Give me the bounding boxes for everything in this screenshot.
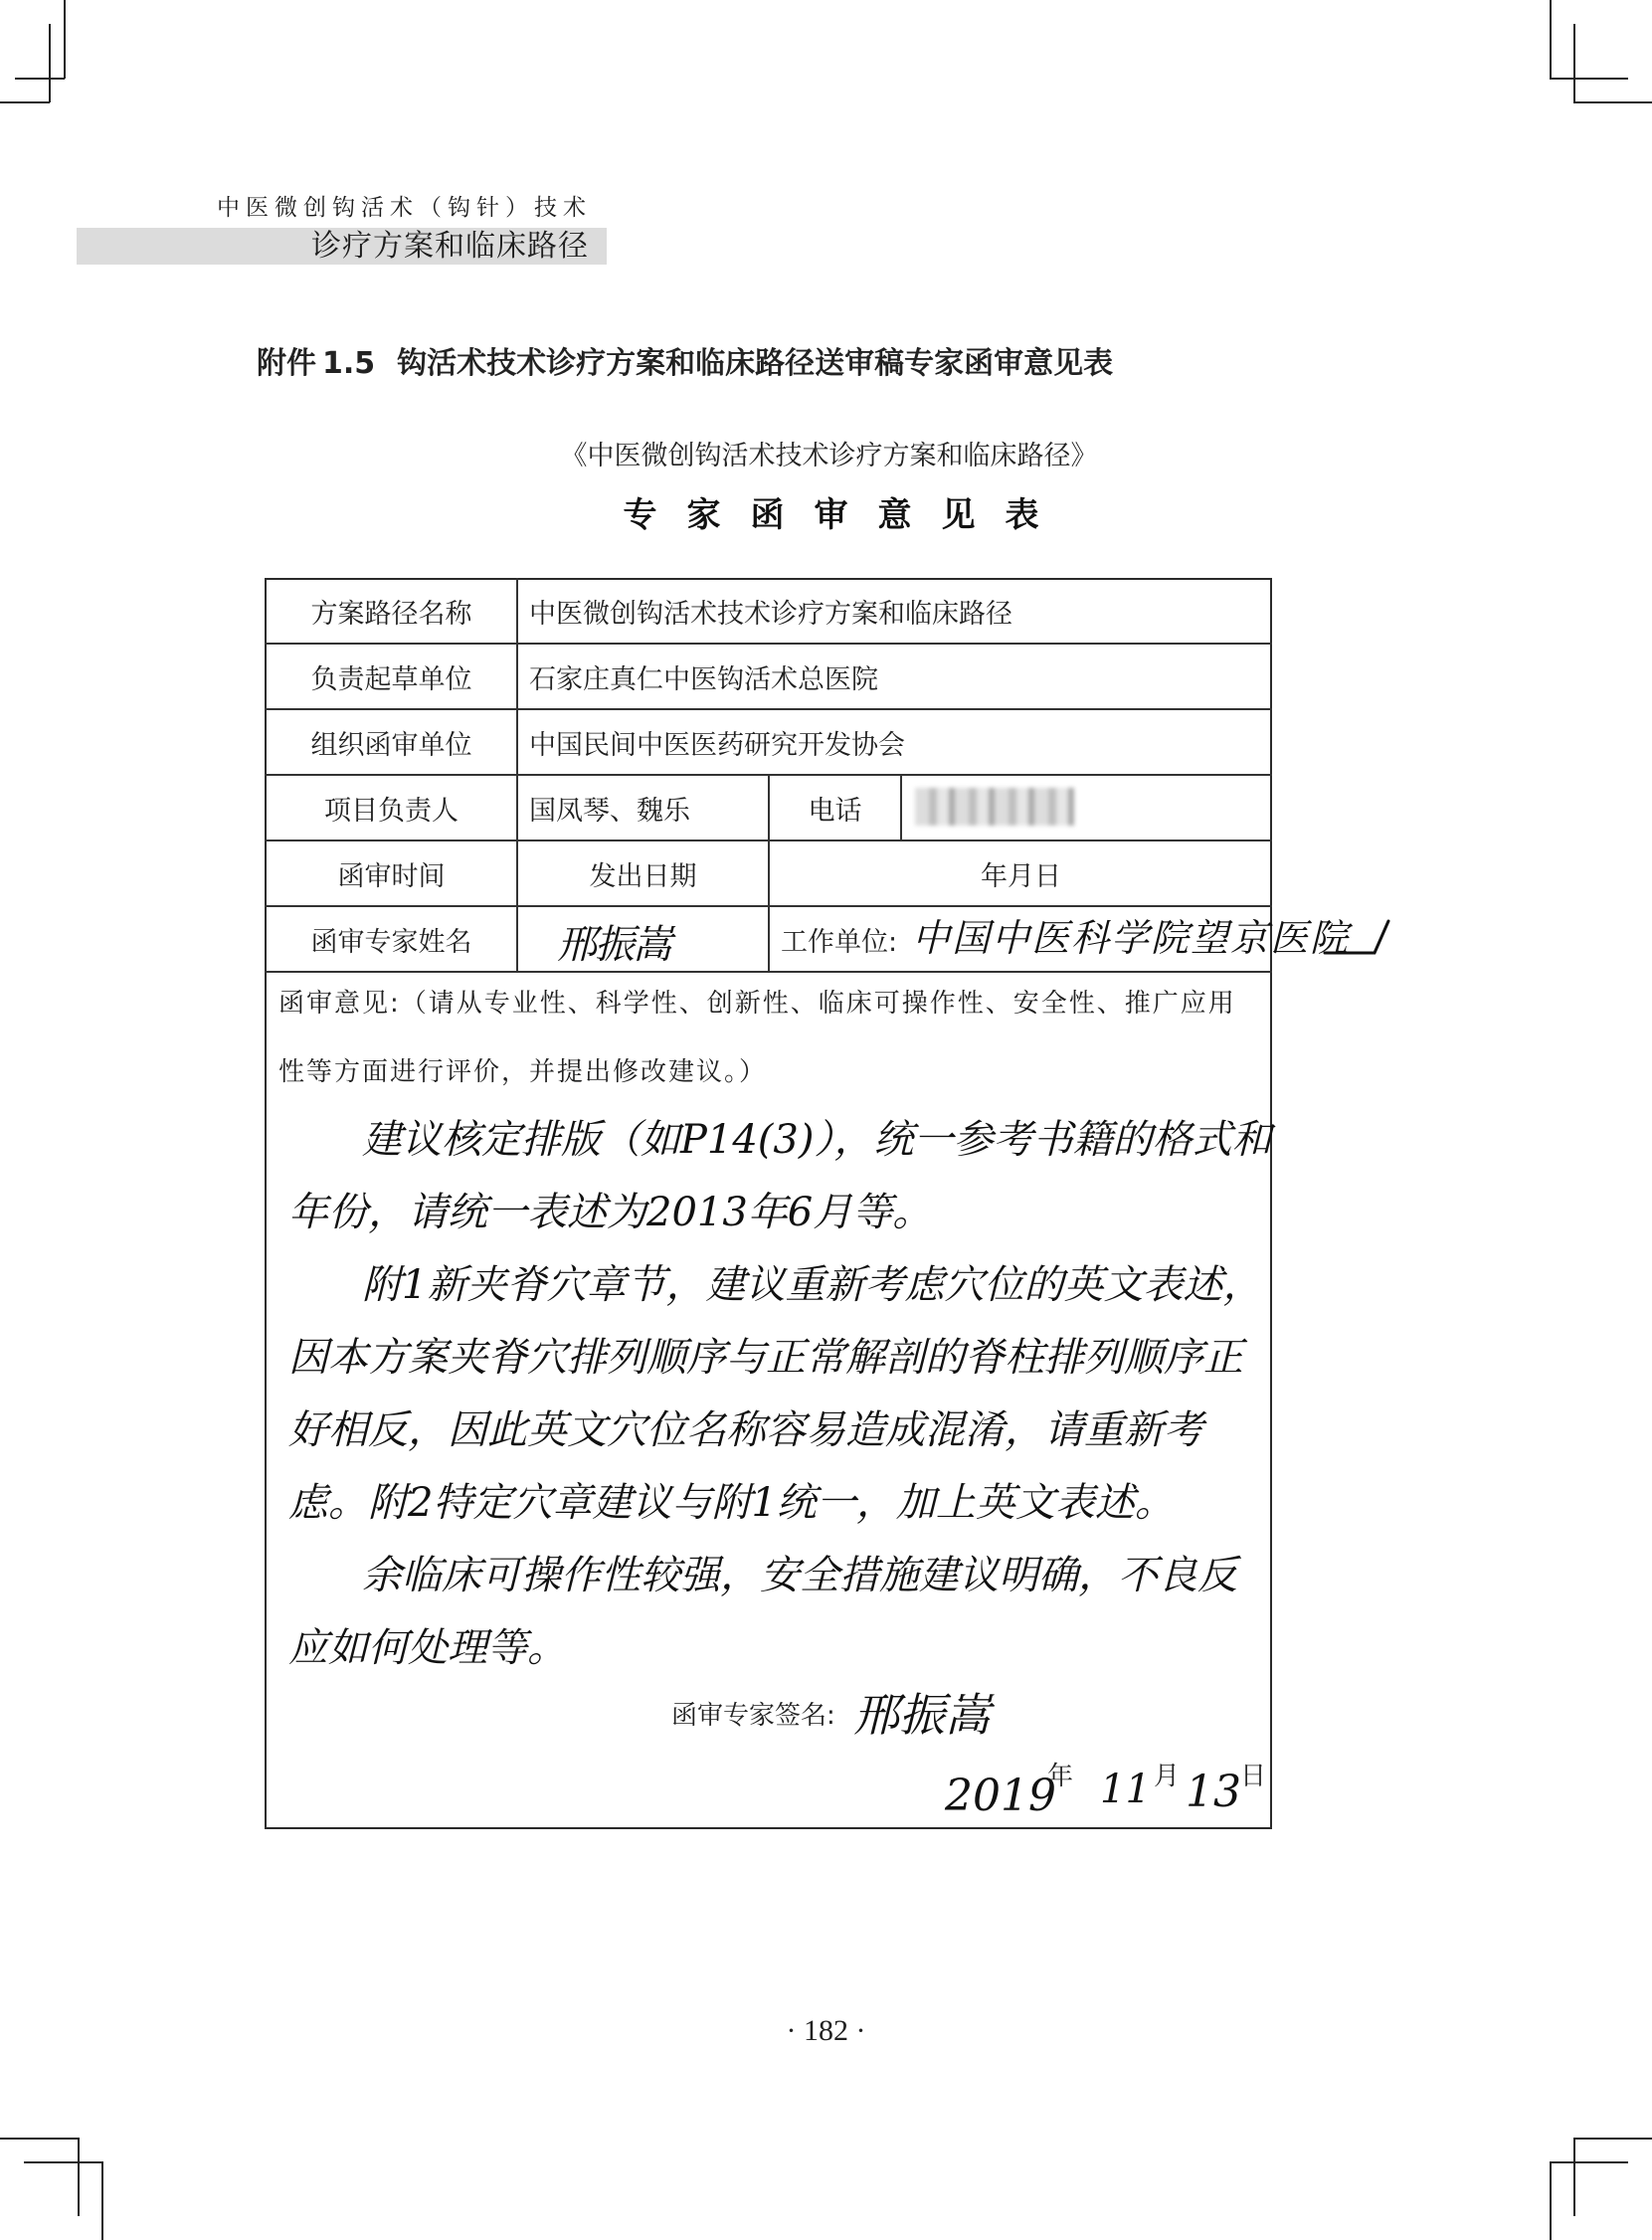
crop-line [1550, 0, 1552, 79]
crop-line [0, 2138, 79, 2140]
crop-line [1550, 78, 1628, 80]
running-title: 中医微创钩活术（钩针）技术 [217, 195, 592, 221]
plan-name-label: 方案路径名称 [310, 599, 472, 630]
date-year-handwritten: 2019 [945, 1771, 1056, 1821]
drafting-unit-label: 负责起草单位 [310, 663, 472, 695]
date-day-handwritten: 13 [1186, 1767, 1241, 1817]
opinion-paragraph: 余临床可操作性较强，安全措施建议明确，不良反应如何处理等。 [288, 1553, 1237, 1671]
form-title: 专家函审意见表 [623, 495, 1069, 535]
date-month-handwritten: 11 [1100, 1767, 1151, 1812]
signature-label: 函审专家签名: [671, 1701, 835, 1731]
crop-line [15, 78, 65, 80]
plan-name-value: 中医微创钩活术技术诊疗方案和临床路径 [529, 599, 1012, 630]
form-subtitle: 《中医微创钩活术技术诊疗方案和临床路径》 [560, 441, 1098, 471]
project-lead-label: 项目负责人 [324, 795, 459, 827]
annex-title: 钩活术技术诊疗方案和临床路径送审稿专家函审意见表 [397, 346, 1114, 381]
opinion-paragraph: 附1新夹脊穴章节，建议重新考虑穴位的英文表述，因本方案夹脊穴排列顺序与正常解剖的脊柱排列顺序正好相反，因此英文穴位名称容易造成混淆，请重新考虑。附2特定穴章建议与附1统一，加上英文表述。 [288, 1262, 1263, 1526]
page-number: · 182 · [786, 2014, 866, 2047]
opinion-paragraph: 建议核定排版（如P14(3)），统一参考书籍的格式和年份，请统一表述为2013年6月等。 [288, 1117, 1272, 1235]
crop-line [1550, 2161, 1552, 2240]
opinion-instructions-line2: 性等方面进行评价，并提出修改建议。） [278, 1057, 768, 1087]
drafting-unit-value: 石家庄真仁中医钩活术总医院 [529, 663, 878, 695]
work-unit-label: 工作单位: [781, 926, 898, 958]
crop-line [0, 101, 50, 103]
organizing-unit-value: 中国民间中医医药研究开发协会 [529, 729, 905, 761]
annex-number: 1.5 [322, 346, 376, 381]
crop-line [1573, 101, 1652, 103]
crop-line [64, 0, 66, 79]
work-unit-handwritten: 中国中医科学院望京医院 [912, 916, 1351, 960]
annex-heading [257, 338, 1113, 382]
crop-line [78, 2138, 80, 2216]
organizing-unit-label: 组织函审单位 [310, 729, 472, 761]
day-label: 日 [1240, 1762, 1267, 1791]
section-bar-title: 诊疗方案和临床路径 [311, 229, 589, 264]
crop-line [1573, 2138, 1652, 2140]
phone-value-redacted [915, 788, 1074, 826]
crop-line [1573, 2138, 1575, 2216]
issue-date-label: 发出日期 [589, 860, 697, 892]
opinion-handwritten-body [288, 1104, 1273, 1685]
annex-prefix: 附件 [257, 346, 316, 381]
opinion-instructions-line1: 函审意见:（请从专业性、科学性、创新性、临床可操作性、安全性、推广应用 [278, 989, 1236, 1019]
year-label: 年 [1047, 1762, 1074, 1791]
crop-line [49, 24, 51, 102]
handwritten-check-stroke [1323, 913, 1392, 963]
project-lead-value: 国凤琴、魏乐 [529, 795, 690, 827]
issue-date-value: 年月日 [981, 860, 1061, 892]
expert-name-label: 函审专家姓名 [310, 926, 472, 958]
crop-line [1550, 2161, 1628, 2163]
section-bar [77, 228, 607, 265]
crop-line [24, 2161, 102, 2163]
signature-handwritten: 邢振嵩 [853, 1688, 991, 1742]
month-label: 月 [1154, 1762, 1181, 1791]
phone-label: 电话 [808, 795, 862, 827]
crop-line [101, 2161, 103, 2240]
review-time-label: 函审时间 [337, 860, 446, 892]
column-divider [900, 774, 902, 840]
column-divider [516, 578, 518, 972]
expert-name-handwritten: 邢振嵩 [557, 922, 670, 968]
crop-line [1573, 24, 1575, 102]
